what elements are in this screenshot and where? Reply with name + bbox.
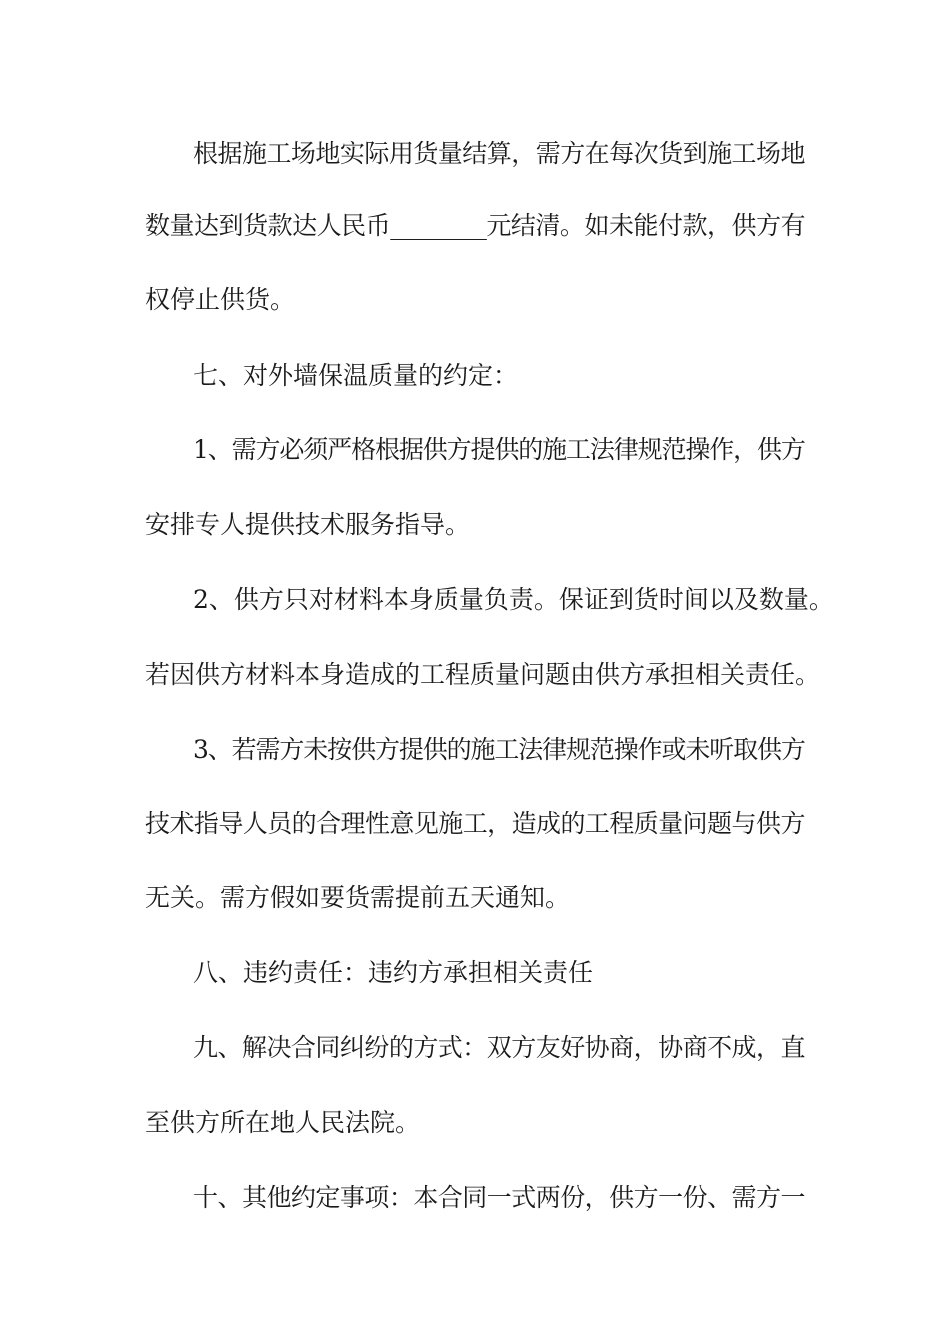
text-line: [0, 505, 950, 545]
line-text: 八、违约责任：违约方承担相关责任: [193, 958, 594, 987]
text-line: [0, 655, 950, 695]
line-text: 3、若需方未按供方提供的施工法律规范操作或未听取供方: [193, 735, 805, 764]
section-heading: [0, 1028, 950, 1068]
section-heading: [0, 356, 950, 396]
line-text: 九、解决合同纠纷的方式：双方友好协商，协商不成，直: [193, 1033, 806, 1062]
text-line: [0, 1103, 950, 1143]
line-text: 安排专人提供技术服务指导。: [145, 510, 471, 539]
line-text: 若因供方材料本身造成的工程质量问题由供方承担相关责任。: [145, 660, 821, 689]
line-text: 1、需方必须严格根据供方提供的施工法律规范操作，供方: [193, 435, 805, 464]
line-text: 2、供方只对材料本身质量负责。保证到货时间以及数量。: [193, 585, 834, 614]
text-line: [0, 804, 950, 844]
line-text: 至供方所在地人民法院。: [145, 1108, 421, 1137]
text-line: [0, 878, 950, 918]
section-heading: [0, 953, 950, 993]
section-heading: [0, 1178, 950, 1218]
line-text: 技术指导人员的合理性意见施工，造成的工程质量问题与供方: [145, 809, 805, 838]
line-text: 根据施工场地实际用货量结算，需方在每次货到施工场地: [193, 139, 806, 168]
line-text: 权停止供货。: [145, 285, 296, 314]
line-text: 无关。需方假如要货需提前五天通知。: [145, 883, 571, 912]
text-line: [0, 134, 950, 174]
text-line: [0, 580, 950, 620]
text-line: [0, 206, 950, 246]
line-text: 十、其他约定事项：本合同一式两份，供方一份、需方一: [193, 1183, 806, 1212]
text-line: [0, 730, 950, 770]
line-text: 七、对外墙保温质量的约定：: [193, 361, 519, 390]
text-line: [0, 280, 950, 320]
line-text: 数量达到货款达人民币________元结清。如未能付款，供方有: [145, 211, 806, 240]
text-line: [0, 430, 950, 470]
